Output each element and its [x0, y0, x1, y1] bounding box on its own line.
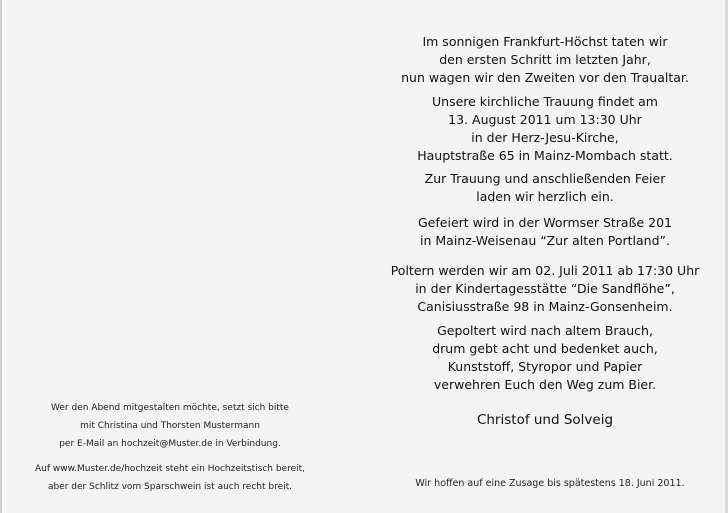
text-line: Zur Trauung und anschließenden Feier [424, 171, 666, 186]
text-line: Gefeiert wird in der Wormser Straße 201 [418, 215, 672, 230]
text-line: in der Kindertagesstätte “Die Sandflöhe”, [415, 281, 675, 296]
text-line: drum gebt acht und bedenket auch, [432, 341, 658, 356]
text-line: Gepoltert wird nach altem Brauch, [437, 323, 653, 338]
text-line: mit Christina und Thorsten Mustermann [80, 421, 260, 431]
signature: Christof und Solveig [476, 412, 614, 428]
invitation-paragraph [380, 170, 710, 206]
text-line: Im sonnigen Frankfurt-Höchst taten wir [422, 34, 668, 49]
text-line: nun wagen wir den Zweiten vor den Traualtar. [401, 70, 689, 85]
gift-paragraph [0, 460, 340, 496]
text-line: 13. August 2011 um 13:30 Uhr [448, 112, 642, 127]
text-line: Hauptstraße 65 in Mainz-Mombach statt. [417, 148, 673, 163]
text-line: Poltern werden wir am 02. Juli 2011 ab 17:30 Uhr [390, 263, 700, 278]
text-line: Auf www.Muster.de/hochzeit steht ein Hochzeitstisch bereit, [34, 464, 306, 474]
rsvp-note: Wir hoffen auf eine Zusage bis spätestens 18. Juni 2011. [415, 478, 685, 489]
text-line: den ersten Schritt im letzten Jahr, [439, 52, 651, 67]
text-line: Canisiusstraße 98 in Mainz-Gonsenheim. [417, 299, 673, 314]
text-line: in Mainz-Weisenau “Zur alten Portland”. [420, 233, 670, 248]
text-line: Wer den Abend mitgestalten möchte, setzt sich bitte [51, 403, 289, 413]
intro-paragraph [380, 33, 710, 87]
text-line: Kunststoff, Styropor und Papier [447, 359, 643, 374]
polterabend-paragraph [380, 262, 710, 316]
text-line: in der Herz-Jesu-Kirche, [471, 130, 619, 145]
text-line: verwehren Euch den Weg zum Bier. [433, 377, 657, 392]
ceremony-paragraph [380, 93, 710, 165]
text-line: laden wir herzlich ein. [476, 189, 614, 204]
text-line: per E-Mail an hochzeit@Muster.de in Verbindung. [59, 439, 281, 449]
poem-paragraph [380, 322, 710, 394]
party-paragraph [380, 214, 710, 250]
text-line: aber der Schlitz vom Sparschwein ist auch recht breit. [47, 482, 293, 492]
text-line: Unsere kirchliche Trauung findet am [432, 94, 658, 109]
contact-paragraph [0, 399, 340, 453]
